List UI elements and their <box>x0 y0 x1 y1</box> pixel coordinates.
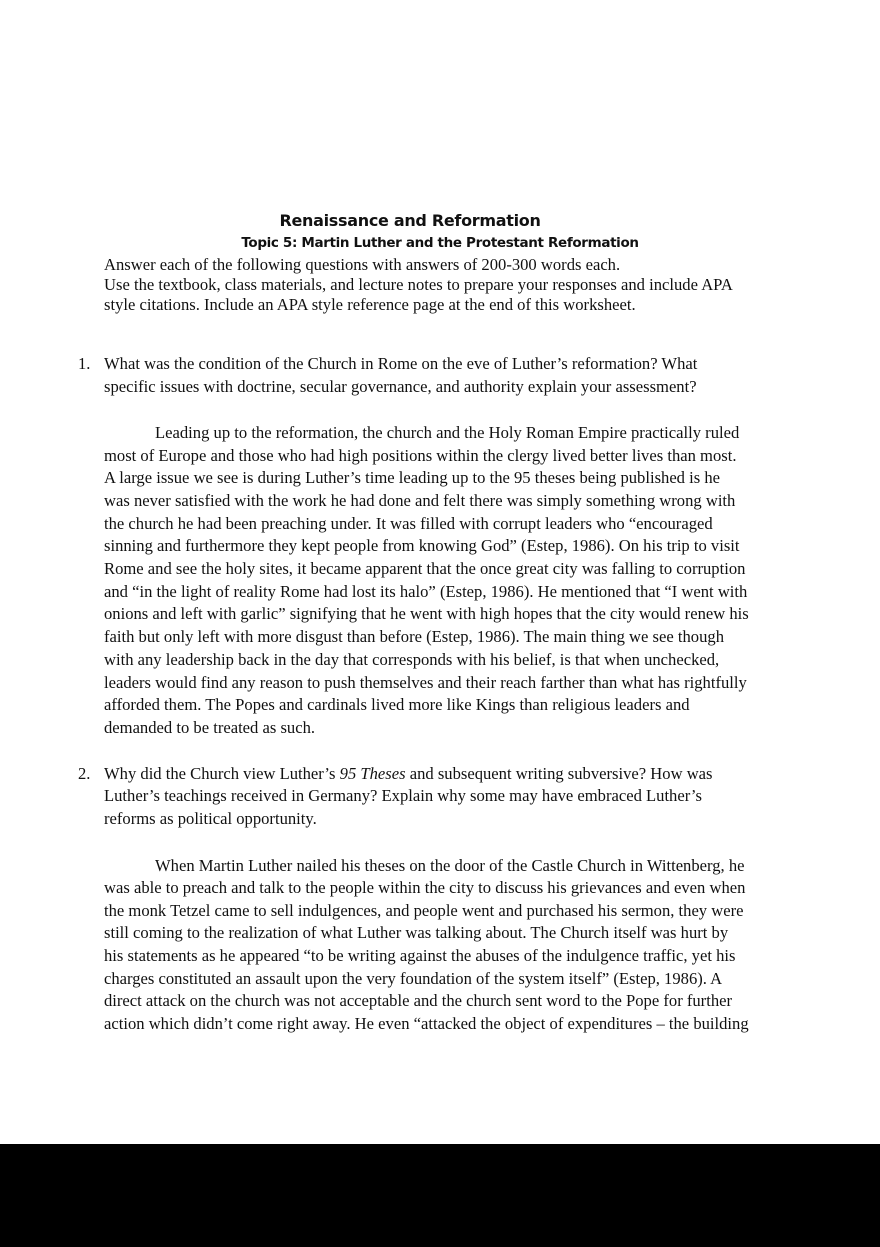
answer-line: with any leadership back in the day that corresponds with his belief, is that when unchecked, <box>104 650 720 669</box>
question-number: 2. <box>78 764 91 783</box>
answer-line: faith but only left with more disgust than before (Estep, 1986). The main thing we see though <box>104 627 724 646</box>
answer-line: the monk Tetzel came to sell indulgences, and people went and purchased his sermon, they were <box>104 901 744 920</box>
question-line: What was the condition of the Church in Rome on the eve of Luther’s reformation? What <box>104 354 698 373</box>
answer-line: onions and left with garlic” signifying that he went with high hopes that the city would renew his <box>104 604 749 623</box>
answer-line: still coming to the realization of what Luther was talking about. The Church itself was hurt by <box>104 923 729 942</box>
answer-line: demanded to be treated as such. <box>104 718 316 737</box>
answer-line: direct attack on the church was not acceptable and the church sent word to the Pope for further <box>104 991 733 1010</box>
question-number: 1. <box>78 354 91 373</box>
instruction-line: Use the textbook, class materials, and lecture notes to prepare your responses and include APA <box>104 275 733 294</box>
answer-line: the church he had been preaching under. It was filled with corrupt leaders who “encouraged <box>104 514 713 533</box>
question-text: Why did the Church view Luther’s <box>104 764 340 783</box>
black-bottom-band <box>0 1144 880 1247</box>
question-line: specific issues with doctrine, secular governance, and authority explain your assessment? <box>104 377 697 396</box>
question-line: Luther’s teachings received in Germany? Explain why some may have embraced Luther’s <box>104 786 702 805</box>
answer-line: was able to preach and talk to the people within the city to discuss his grievances and even when <box>104 878 746 897</box>
answer-line: afforded them. The Popes and cardinals lived more like Kings than religious leaders and <box>104 695 690 714</box>
answer-line: his statements as he appeared “to be writing against the abuses of the indulgence traffic, yet his <box>104 946 736 965</box>
answer-line: was never satisfied with the work he had done and felt there was simply something wrong with <box>104 491 736 510</box>
answer-line: leaders would find any reason to push themselves and their reach farther than what has rightfully <box>104 673 747 692</box>
document-subtitle: Topic 5: Martin Luther and the Protestant Reformation <box>241 235 639 251</box>
instruction-line: style citations. Include an APA style reference page at the end of this worksheet. <box>104 295 636 314</box>
answer-line: most of Europe and those who had high positions within the clergy lived better lives than most. <box>104 446 737 465</box>
question-line: reforms as political opportunity. <box>104 809 317 828</box>
answer-line: action which didn’t come right away. He even “attacked the object of expenditures – the building <box>104 1014 749 1033</box>
answer-line: and “in the light of reality Rome had lost its halo” (Estep, 1986). He mentioned that “I went with <box>104 582 748 601</box>
question-line <box>104 763 713 785</box>
answer-line: Rome and see the holy sites, it became apparent that the once great city was falling to corruption <box>104 559 746 578</box>
answer-line: Leading up to the reformation, the church and the Holy Roman Empire practically ruled <box>155 423 740 442</box>
answer-line: charges constituted an assault upon the very foundation of the system itself” (Estep, 1986). A <box>104 969 723 988</box>
answer-line: sinning and furthermore they kept people from knowing God” (Estep, 1986). On his trip to visit <box>104 536 740 555</box>
document-title: Renaissance and Reformation <box>279 211 541 230</box>
question-text: and subsequent writing subversive? How was <box>405 764 713 783</box>
answer-line: A large issue we see is during Luther’s time leading up to the 95 theses being published is he <box>104 468 721 487</box>
instruction-line: Answer each of the following questions with answers of 200-300 words each. <box>104 255 621 274</box>
italic-title-95-theses: 95 Theses <box>339 764 406 783</box>
answer-line: When Martin Luther nailed his theses on the door of the Castle Church in Wittenberg, he <box>155 856 745 875</box>
